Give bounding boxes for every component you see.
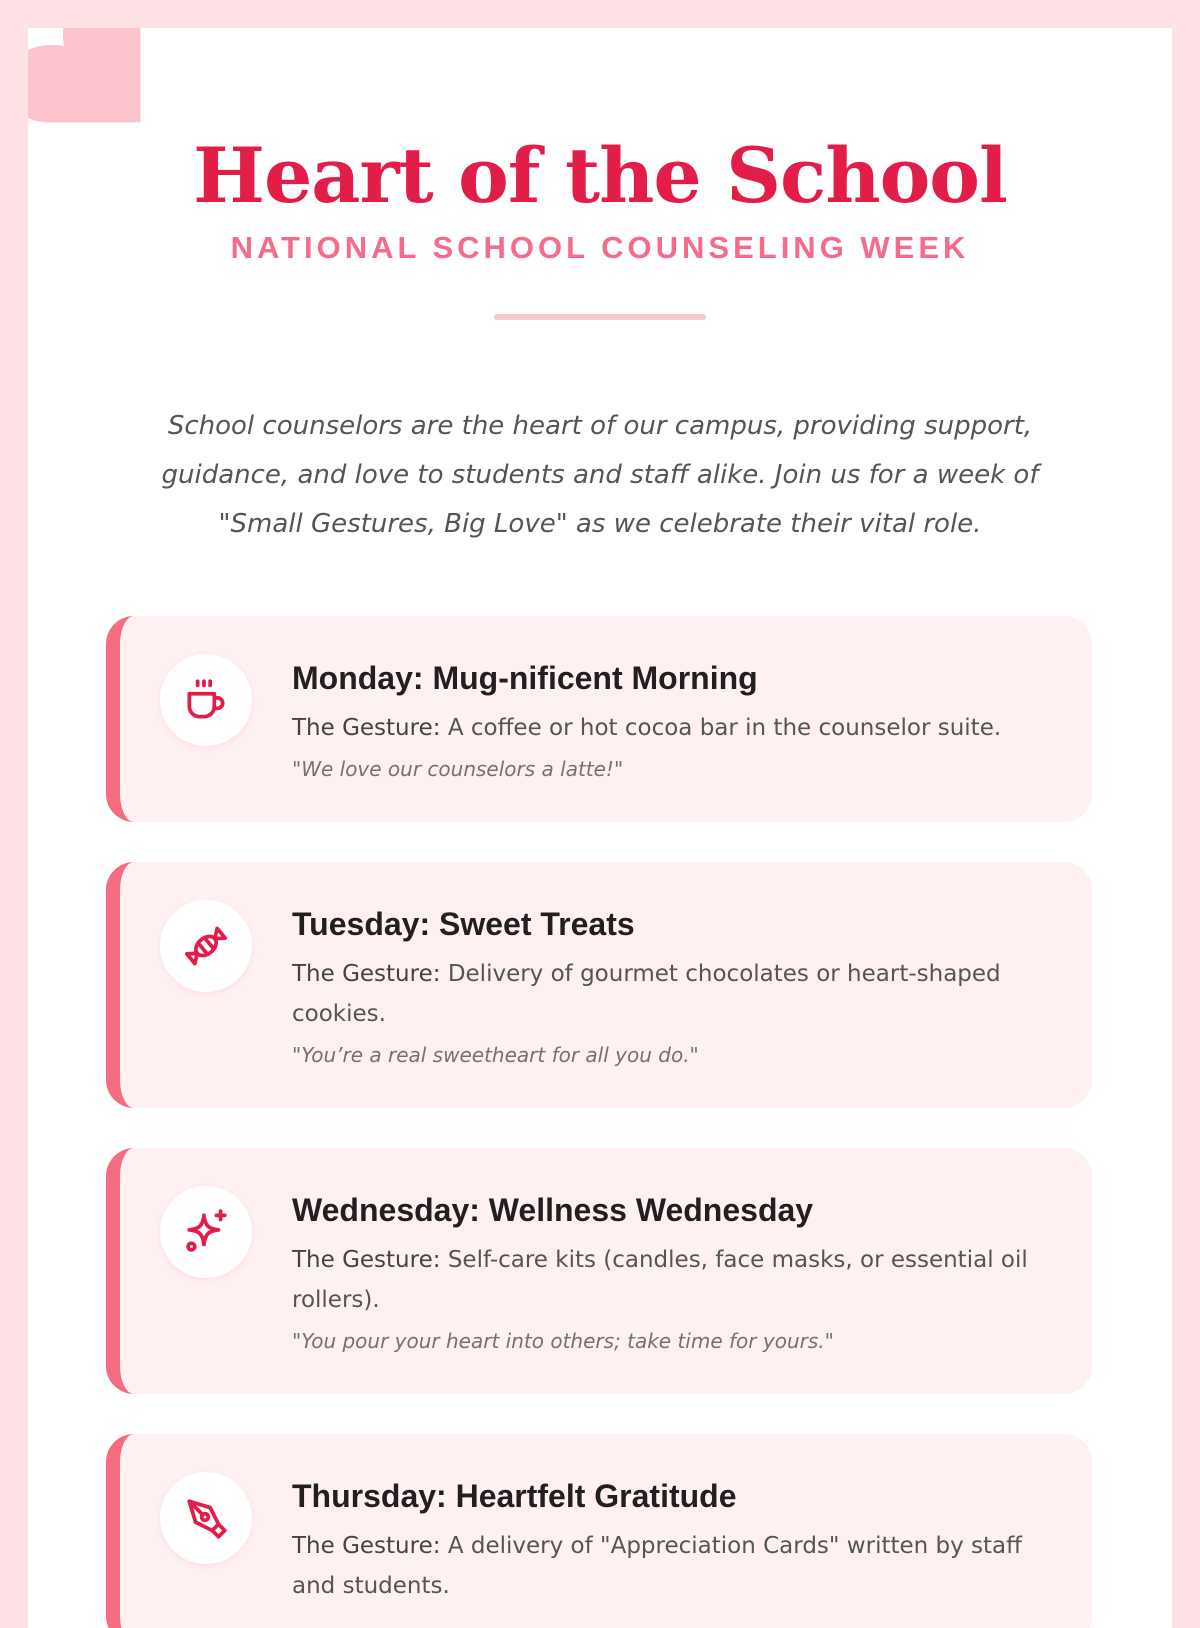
day-title: Wednesday: Wellness Wednesday (292, 1192, 814, 1228)
schedule-list (106, 616, 1092, 1628)
page-title: Heart of the School (193, 131, 1007, 220)
day-title: Monday: Mug-nificent Morning (292, 660, 758, 696)
gesture-text (292, 708, 1056, 748)
coffee-mug-icon (160, 654, 252, 746)
gesture-description: A delivery of "Appreciation Cards" written by staff and students. (292, 1533, 1022, 1599)
flyer-sheet (28, 28, 1172, 1628)
gesture-label: The Gesture: (292, 1247, 441, 1273)
gesture-label: The Gesture: (292, 1533, 441, 1559)
sparkles-icon (160, 1186, 252, 1278)
day-quote: "You pour your heart into others; take time for yours." (292, 1329, 834, 1353)
day-card-tuesday (106, 862, 1092, 1108)
gesture-label: The Gesture: (292, 715, 441, 741)
gesture-description: Self-care kits (candles, face masks, or essential oil rollers). (292, 1247, 1028, 1313)
day-quote: "You’re a real sweetheart for all you do." (292, 1043, 699, 1067)
pen-nib-icon (160, 1472, 252, 1564)
gesture-description: Delivery of gourmet chocolates or heart-shaped cookies. (292, 961, 1001, 1027)
day-card-wednesday (106, 1148, 1092, 1394)
gesture-description: A coffee or hot cocoa bar in the counselor suite. (447, 715, 1002, 741)
gesture-text (292, 1526, 1056, 1606)
intro-paragraph: School counselors are the heart of our campus, providing support, guidance, and love to students and staff alike. Join us for a week of "Small Gestures, Big Love" as we celebrate their vital role. (161, 411, 1039, 539)
gesture-label: The Gesture: (292, 961, 441, 987)
gesture-text (292, 954, 1056, 1034)
gesture-text (292, 1240, 1056, 1320)
candy-icon (160, 900, 252, 992)
day-card-monday (106, 616, 1092, 822)
day-card-thursday (106, 1434, 1092, 1628)
day-quote: "We love our counselors a latte!" (292, 757, 624, 781)
day-title: Thursday: Heartfelt Gratitude (292, 1478, 737, 1514)
page-subtitle: NATIONAL SCHOOL COUNSELING WEEK (230, 230, 970, 265)
day-title: Tuesday: Sweet Treats (292, 906, 635, 942)
title-divider (494, 314, 706, 320)
